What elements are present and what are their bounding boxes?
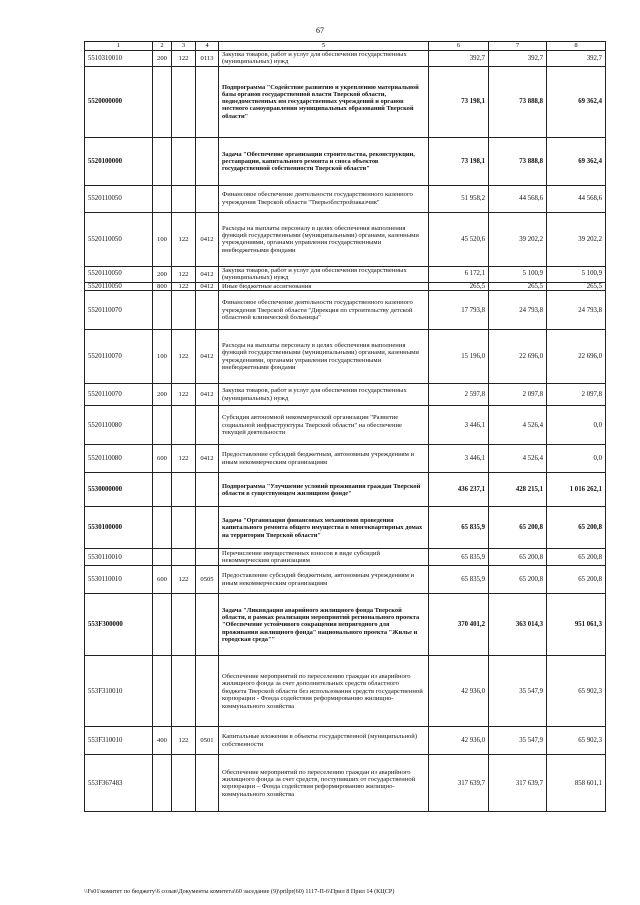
expense-type-cell — [153, 594, 172, 656]
table-row — [85, 727, 606, 755]
section-code-cell: 0412 — [196, 266, 219, 282]
expense-type-cell: 100 — [153, 212, 172, 266]
amount-year1-cell: 73 198,1 — [429, 66, 489, 137]
description-cell: Предоставление субсидий бюджетным, автономным учреждениям и иным некоммерческим организациям — [219, 566, 429, 594]
admin-code-cell — [172, 656, 196, 727]
col-header: 2 — [153, 42, 172, 51]
amount-year2-cell: 65 200,8 — [489, 507, 547, 549]
table-row — [85, 549, 606, 566]
amount-year3-cell: 44 568,6 — [547, 185, 606, 212]
amount-year3-cell: 69 362,4 — [547, 137, 606, 185]
amount-year3-cell: 65 902,3 — [547, 656, 606, 727]
target-code-cell: 5520110080 — [85, 406, 153, 445]
amount-year2-cell: 44 568,6 — [489, 185, 547, 212]
amount-year2-cell: 73 888,8 — [489, 66, 547, 137]
section-code-cell — [196, 755, 219, 812]
amount-year3-cell: 65 200,8 — [547, 566, 606, 594]
description-cell: Расходы на выплаты персоналу в целях обеспечения выполнения функций государственными (муниципальными) органами, казенными учреждениями, органами управления государственными внебюджетными фондами — [219, 212, 429, 266]
section-code-cell: 0412 — [196, 445, 219, 473]
expense-type-cell: 600 — [153, 566, 172, 594]
admin-code-cell: 122 — [172, 727, 196, 755]
section-code-cell — [196, 137, 219, 185]
page-number: 67 — [316, 26, 324, 35]
target-code-cell: 5530110010 — [85, 549, 153, 566]
description-cell: Расходы на выплаты персоналу в целях обеспечения выполнения функций государственными (муниципальными) органами, казенными учреждениями, органами управления государственными внебюджетными фондами — [219, 330, 429, 384]
table-row — [85, 445, 606, 473]
table-row — [85, 406, 606, 445]
section-code-cell — [196, 656, 219, 727]
table-row — [85, 566, 606, 594]
description-cell: Иные бюджетные ассигнования — [219, 282, 429, 291]
expense-type-cell: 800 — [153, 282, 172, 291]
amount-year1-cell: 42 936,0 — [429, 727, 489, 755]
description-cell: Субсидия автономной некоммерческой организации "Развитие социальной инфраструктуры Тверской области" на обеспечение текущей деятельности — [219, 406, 429, 445]
expense-type-cell: 100 — [153, 330, 172, 384]
admin-code-cell: 122 — [172, 445, 196, 473]
description-cell: Задача "Организация финансовых механизмов проведения капитального ремонта общего имущества в многоквартирных домах на территории Тверской области" — [219, 507, 429, 549]
description-cell: Подпрограмма "Улучшение условий проживания граждан Тверской области в существующем жилищном фонде" — [219, 473, 429, 507]
section-code-cell — [196, 549, 219, 566]
description-cell: Финансовое обеспечение деятельности государственного казенного учреждения Тверской области "Дирекция по строительству детской областной клинической больницы" — [219, 291, 429, 330]
target-code-cell: 5520000000 — [85, 66, 153, 137]
amount-year1-cell: 65 835,9 — [429, 507, 489, 549]
description-cell: Задача "Обеспечение организации строительства, реконструкции, реставрации, капитального ремонта и сноса объектов государственной собственности Тверской области" — [219, 137, 429, 185]
expense-type-cell — [153, 549, 172, 566]
amount-year1-cell: 436 237,1 — [429, 473, 489, 507]
description-cell: Обеспечение мероприятий по переселению граждан из аварийного жилищного фонда за счет средств, поступивших от государственной корпорации – Фонда содействия реформированию жилищно-коммунального хозяйства — [219, 755, 429, 812]
target-code-cell: 5530110010 — [85, 566, 153, 594]
target-code-cell: 5530000000 — [85, 473, 153, 507]
amount-year2-cell: 428 215,1 — [489, 473, 547, 507]
admin-code-cell — [172, 66, 196, 137]
target-code-cell: 5510310010 — [85, 51, 153, 67]
amount-year3-cell: 0,0 — [547, 445, 606, 473]
target-code-cell: 5520110070 — [85, 384, 153, 406]
description-cell: Капитальные вложения в объекты государственной (муниципальной) собственности — [219, 727, 429, 755]
target-code-cell: 553F367483 — [85, 755, 153, 812]
section-code-cell — [196, 473, 219, 507]
table-row — [85, 51, 606, 67]
amount-year3-cell: 69 362,4 — [547, 66, 606, 137]
table-row — [85, 266, 606, 282]
section-code-cell — [196, 594, 219, 656]
target-code-cell: 5530100000 — [85, 507, 153, 549]
expense-type-cell: 600 — [153, 445, 172, 473]
amount-year3-cell: 858 601,1 — [547, 755, 606, 812]
expense-type-cell — [153, 755, 172, 812]
section-code-cell — [196, 507, 219, 549]
admin-code-cell: 122 — [172, 384, 196, 406]
amount-year2-cell: 65 200,8 — [489, 566, 547, 594]
table-row — [85, 755, 606, 812]
table-row — [85, 473, 606, 507]
admin-code-cell: 122 — [172, 212, 196, 266]
expense-type-cell: 200 — [153, 384, 172, 406]
amount-year3-cell: 392,7 — [547, 51, 606, 67]
expense-type-cell — [153, 473, 172, 507]
expense-type-cell: 200 — [153, 266, 172, 282]
target-code-cell: 553F310010 — [85, 656, 153, 727]
section-code-cell — [196, 406, 219, 445]
amount-year1-cell: 45 520,6 — [429, 212, 489, 266]
amount-year3-cell: 65 200,8 — [547, 549, 606, 566]
amount-year2-cell: 73 888,8 — [489, 137, 547, 185]
amount-year2-cell: 4 526,4 — [489, 406, 547, 445]
description-cell: Закупка товаров, работ и услуг для обеспечения государственных (муниципальных) нужд — [219, 266, 429, 282]
amount-year2-cell: 317 639,7 — [489, 755, 547, 812]
section-code-cell: 0412 — [196, 384, 219, 406]
amount-year2-cell: 2 097,8 — [489, 384, 547, 406]
column-number-row — [85, 42, 606, 51]
expense-type-cell — [153, 137, 172, 185]
section-code-cell — [196, 185, 219, 212]
admin-code-cell — [172, 185, 196, 212]
amount-year3-cell: 265,5 — [547, 282, 606, 291]
table-row — [85, 291, 606, 330]
admin-code-cell — [172, 755, 196, 812]
expense-type-cell — [153, 185, 172, 212]
table-row — [85, 330, 606, 384]
amount-year2-cell: 4 526,4 — [489, 445, 547, 473]
section-code-cell: 0412 — [196, 212, 219, 266]
section-code-cell: 0412 — [196, 330, 219, 384]
amount-year3-cell: 2 097,8 — [547, 384, 606, 406]
description-cell: Финансовое обеспечение деятельности государственного казенного учреждения Тверской области "Тверьоблстройзаказчик" — [219, 185, 429, 212]
amount-year1-cell: 370 401,2 — [429, 594, 489, 656]
amount-year2-cell: 24 793,8 — [489, 291, 547, 330]
amount-year2-cell: 39 202,2 — [489, 212, 547, 266]
amount-year1-cell: 265,5 — [429, 282, 489, 291]
description-cell: Подпрограмма "Содействие развитию и укреплению материальной базы органов государственной власти Тверской области, подведомственных им государственных учреждений и органов местного самоуправления муниципальных образований Тверской области" — [219, 66, 429, 137]
admin-code-cell — [172, 507, 196, 549]
target-code-cell: 5520110050 — [85, 282, 153, 291]
target-code-cell: 5520110070 — [85, 330, 153, 384]
section-code-cell: 0412 — [196, 282, 219, 291]
amount-year2-cell: 35 547,9 — [489, 656, 547, 727]
admin-code-cell — [172, 137, 196, 185]
table-row — [85, 66, 606, 137]
target-code-cell: 553F300000 — [85, 594, 153, 656]
table-row — [85, 212, 606, 266]
table-row — [85, 507, 606, 549]
expense-type-cell — [153, 507, 172, 549]
amount-year3-cell: 65 902,3 — [547, 727, 606, 755]
description-cell: Предоставление субсидий бюджетным, автономным учреждениям и иным некоммерческим организациям — [219, 445, 429, 473]
amount-year2-cell: 363 014,3 — [489, 594, 547, 656]
file-path-footer: \\Fs01\комитет по бюджету\6 созыв\Документы комитета\60 заседание (9)\prilpr(60) 1117-П-6\Прил 8 Прил 14 (КЦСР) — [84, 888, 395, 895]
amount-year2-cell: 22 696,0 — [489, 330, 547, 384]
table-row — [85, 656, 606, 727]
table-row — [85, 137, 606, 185]
target-code-cell: 5520110050 — [85, 212, 153, 266]
amount-year1-cell: 65 835,9 — [429, 549, 489, 566]
amount-year3-cell: 5 100,9 — [547, 266, 606, 282]
description-cell: Закупка товаров, работ и услуг для обеспечения государственных (муниципальных) нужд — [219, 51, 429, 67]
amount-year2-cell: 65 200,8 — [489, 549, 547, 566]
target-code-cell: 5520100000 — [85, 137, 153, 185]
admin-code-cell — [172, 594, 196, 656]
col-header: 1 — [85, 42, 153, 51]
expense-type-cell — [153, 656, 172, 727]
expense-type-cell: 200 — [153, 51, 172, 67]
col-header: 6 — [429, 42, 489, 51]
amount-year1-cell: 3 446,1 — [429, 406, 489, 445]
budget-table — [84, 41, 606, 812]
admin-code-cell: 122 — [172, 266, 196, 282]
amount-year3-cell: 65 200,8 — [547, 507, 606, 549]
amount-year1-cell: 17 793,8 — [429, 291, 489, 330]
section-code-cell — [196, 291, 219, 330]
amount-year3-cell: 24 793,8 — [547, 291, 606, 330]
expense-type-cell: 400 — [153, 727, 172, 755]
admin-code-cell: 122 — [172, 566, 196, 594]
expense-type-cell — [153, 291, 172, 330]
table-row — [85, 185, 606, 212]
section-code-cell: 0113 — [196, 51, 219, 67]
admin-code-cell: 122 — [172, 330, 196, 384]
admin-code-cell — [172, 291, 196, 330]
table-row — [85, 282, 606, 291]
target-code-cell: 5520110070 — [85, 291, 153, 330]
col-header: 7 — [489, 42, 547, 51]
amount-year3-cell: 0,0 — [547, 406, 606, 445]
target-code-cell: 5520110050 — [85, 185, 153, 212]
amount-year1-cell: 65 835,9 — [429, 566, 489, 594]
section-code-cell: 0501 — [196, 727, 219, 755]
target-code-cell: 5520110080 — [85, 445, 153, 473]
description-cell: Обеспечение мероприятий по переселению граждан из аварийного жилищного фонда за счет дополнительных средств областного бюджета Тверской области без использования средств государственной корпорации - Фонда содействия реформированию жилищно-коммунального хозяйства — [219, 656, 429, 727]
amount-year3-cell: 39 202,2 — [547, 212, 606, 266]
expense-type-cell — [153, 66, 172, 137]
amount-year1-cell: 2 597,8 — [429, 384, 489, 406]
amount-year1-cell: 6 172,1 — [429, 266, 489, 282]
amount-year3-cell: 951 061,3 — [547, 594, 606, 656]
amount-year3-cell: 22 696,0 — [547, 330, 606, 384]
admin-code-cell: 122 — [172, 282, 196, 291]
col-header: 3 — [172, 42, 196, 51]
description-cell: Задача "Ликвидация аварийного жилищного фонда Тверской области, в рамках реализации мероприятий регионального проекта "Обеспечение устойчивого сокращения непригодного для проживания жилищного фонда" национального проекта "Жилье и городская среда"" — [219, 594, 429, 656]
amount-year1-cell: 15 196,0 — [429, 330, 489, 384]
amount-year1-cell: 317 639,7 — [429, 755, 489, 812]
expense-type-cell — [153, 406, 172, 445]
target-code-cell: 553F310010 — [85, 727, 153, 755]
table-row — [85, 384, 606, 406]
admin-code-cell — [172, 473, 196, 507]
admin-code-cell: 122 — [172, 51, 196, 67]
amount-year1-cell: 51 958,2 — [429, 185, 489, 212]
amount-year2-cell: 392,7 — [489, 51, 547, 67]
amount-year1-cell: 73 198,1 — [429, 137, 489, 185]
description-cell: Закупка товаров, работ и услуг для обеспечения государственных (муниципальных) нужд — [219, 384, 429, 406]
table-row — [85, 594, 606, 656]
section-code-cell: 0505 — [196, 566, 219, 594]
section-code-cell — [196, 66, 219, 137]
col-header: 4 — [196, 42, 219, 51]
admin-code-cell — [172, 406, 196, 445]
target-code-cell: 5520110050 — [85, 266, 153, 282]
amount-year2-cell: 265,5 — [489, 282, 547, 291]
description-cell: Перечисление имущественных взносов в виде субсидий некоммерческим организациям — [219, 549, 429, 566]
amount-year1-cell: 3 446,1 — [429, 445, 489, 473]
admin-code-cell — [172, 549, 196, 566]
amount-year1-cell: 42 936,0 — [429, 656, 489, 727]
amount-year3-cell: 1 016 262,1 — [547, 473, 606, 507]
col-header: 8 — [547, 42, 606, 51]
col-header: 5 — [219, 42, 429, 51]
amount-year1-cell: 392,7 — [429, 51, 489, 67]
amount-year2-cell: 35 547,9 — [489, 727, 547, 755]
amount-year2-cell: 5 100,9 — [489, 266, 547, 282]
